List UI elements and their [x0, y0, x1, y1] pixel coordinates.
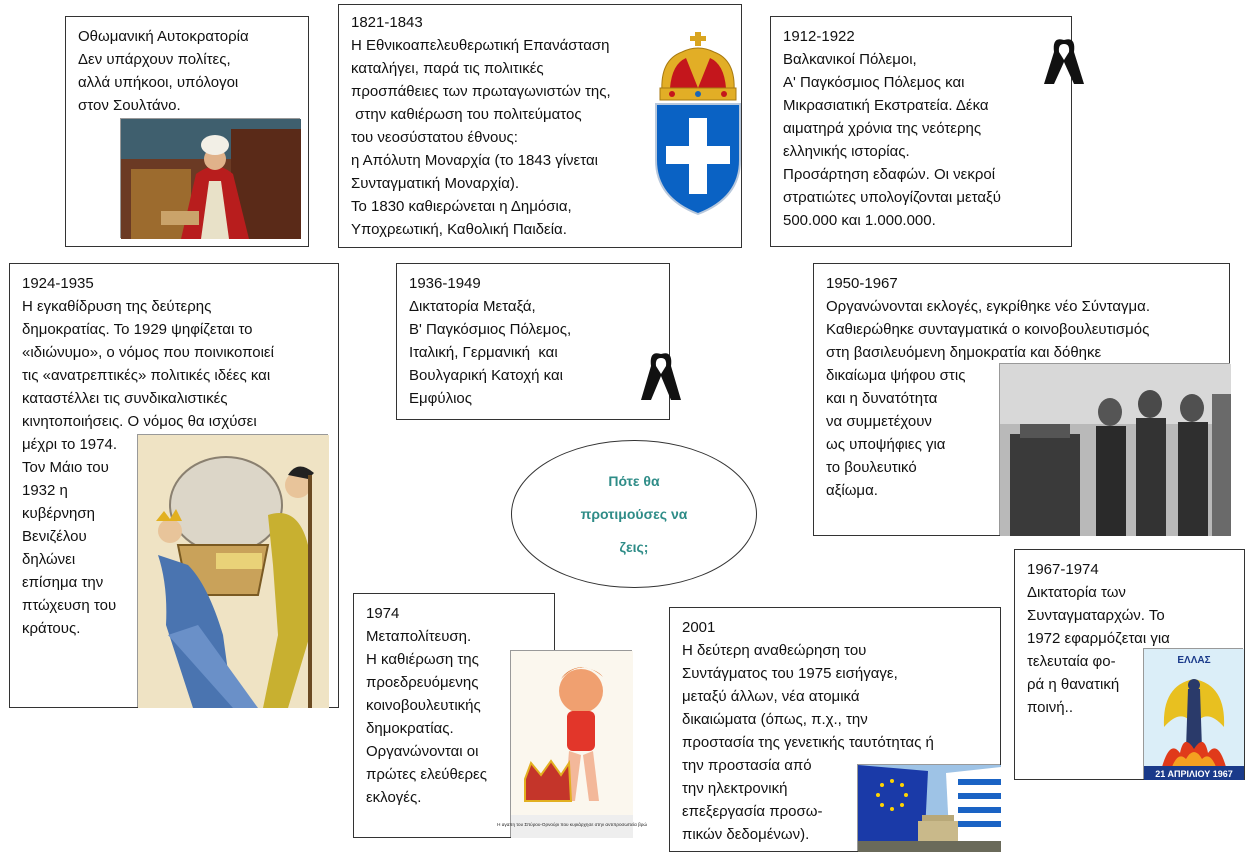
poster-top-text: ΕΛΛΑΣ: [1177, 655, 1211, 666]
event-text-line: δικαίωμα ψήφου στις: [826, 367, 966, 384]
event-text-line: Εμφύλιος: [409, 390, 472, 407]
event-text-line: καταστέλλει τις συνδικαλιστικές: [22, 390, 228, 407]
event-text-line: ελληνικής ιστορίας.: [783, 143, 910, 160]
event-text-line: ποινή..: [1027, 699, 1073, 716]
event-text-line: πτώχευση του: [22, 597, 117, 614]
event-text-line: μέχρι το 1974.: [22, 436, 117, 453]
event-text-line: στην καθιέρωση του πολιτεύματος: [351, 106, 582, 123]
event-text-line: Συνταγματαρχών. Το: [1027, 607, 1165, 624]
royal-coat-of-arms-icon: [652, 30, 744, 218]
black-mourning-ribbon-icon: [639, 348, 683, 402]
event-text-line: αιματηρά χρόνια της νεότερης: [783, 120, 982, 137]
event-text-line: Τον Μάιο του: [22, 459, 109, 476]
event-text-line: τελευταία φο-: [1027, 653, 1116, 670]
event-text-line: «ιδιώνυμο», ο νόμος που ποινικοποιεί: [22, 344, 274, 361]
event-text-line: Το 1830 καθιερώνεται η Δημόσια,: [351, 198, 572, 215]
event-text-line: προσπάθειες των πρωταγωνιστών της,: [351, 83, 611, 100]
event-text-line: Ιταλική, Γερμανική και: [409, 344, 558, 361]
event-text-line: Μεταπολίτευση.: [366, 628, 472, 645]
event-text-line: κυβέρνηση: [22, 505, 95, 522]
event-text-line: Δεν υπάρχουν πολίτες,: [78, 51, 231, 68]
question-line: ζεις;: [619, 538, 649, 555]
event-text-line: την ηλεκτρονική: [682, 780, 788, 797]
event-text-line: Η εγκαθίδρυση της δεύτερης: [22, 298, 212, 315]
junta-phoenix-poster: [1143, 648, 1243, 779]
event-text-line: Συνταγματική Μοναρχία).: [351, 175, 520, 192]
event-text-line: στον Σουλτάνο.: [78, 97, 181, 114]
event-text-line: Βενιζέλου: [22, 528, 87, 545]
event-text-line: η Απόλυτη Μοναρχία (το 1843 γίνεται: [351, 152, 598, 169]
event-text-line: κοινοβουλευτικής: [366, 697, 481, 714]
event-text-line: Δικτατορία των: [1027, 584, 1126, 601]
event-text-line: επεξεργασία προσω-: [682, 803, 823, 820]
central-question-ellipse: [511, 440, 757, 588]
event-text-line: κινητοποιήσεις. Ο νόμος θα ισχύσει: [22, 413, 257, 430]
event-text-line: Η καθιέρωση της: [366, 651, 479, 668]
event-text-line: το βουλευτικό: [826, 459, 917, 476]
event-text-line: αλλά υπήκοοι, υπόλογοι: [78, 74, 239, 91]
question-line: προτιμούσες να: [580, 505, 688, 522]
event-text-line: πικών δεδομένων).: [682, 826, 810, 843]
event-text-line: 1967-1974: [1027, 561, 1099, 578]
event-text-line: δικαιώματα (όπως, π.χ., την: [682, 711, 868, 728]
event-text-line: μεταξύ άλλων, νέα ατομικά: [682, 688, 860, 705]
event-text-line: και η δυνατότητα: [826, 390, 938, 407]
event-text-line: Οθωμανική Αυτοκρατορία: [78, 28, 249, 45]
event-text-line: κράτους.: [22, 620, 81, 637]
event-text-line: επίσημα την: [22, 574, 104, 591]
event-text-line: δημοκρατίας.: [366, 720, 454, 737]
event-text-line: Βαλκανικοί Πόλεμοι,: [783, 51, 917, 68]
event-text-line: Οργανώνονται οι: [366, 743, 479, 760]
event-text-line: 1924-1935: [22, 275, 94, 292]
event-text-line: 2001: [682, 619, 716, 636]
event-text-line: 1936-1949: [409, 275, 481, 292]
event-text-line: 1821-1843: [351, 14, 423, 31]
event-text-line: να συμμετέχουν: [826, 413, 932, 430]
event-text-line: αξίωμα.: [826, 482, 878, 499]
women-voting-photo: [999, 363, 1230, 535]
event-text-line: 1950-1967: [826, 275, 898, 292]
event-text-line: Βουλγαρική Κατοχή και: [409, 367, 563, 384]
event-text-line: Υποχρεωτική, Καθολική Παιδεία.: [351, 221, 567, 238]
event-text-line: προεδρευόμενης: [366, 674, 479, 691]
event-text-line: 1932 η: [22, 482, 68, 499]
event-text-line: Συντάγματος του 1975 εισήγαγε,: [682, 665, 898, 682]
event-text-line: την προστασία από: [682, 757, 812, 774]
question-line: Πότε θα: [608, 472, 660, 489]
eu-greek-flags-photo: [857, 764, 1000, 851]
event-text-line: Καθιερώθηκε συνταγματικά ο κοινοβουλευτισμός: [826, 321, 1150, 338]
event-text-line: του νεοσύστατου έθνους:: [351, 129, 518, 146]
event-text-line: ρά η θανατική: [1027, 676, 1120, 693]
event-text-line: στη βασιλευόμενη δημοκρατία και δόθηκε: [826, 344, 1102, 361]
event-box-1936-1949: [396, 263, 670, 420]
event-text-line: Δικτατορία Μεταξά,: [409, 298, 536, 315]
event-text-line: Μικρασιατική Εκστρατεία. Δέκα: [783, 97, 989, 114]
event-text-line: Η Εθνικοαπελευθερωτική Επανάσταση: [351, 37, 610, 54]
event-text-line: 500.000 και 1.000.000.: [783, 212, 936, 229]
event-text-line: ως υποψήφιες για: [826, 436, 946, 453]
event-text-line: προστασία της γενετικής ταυτότητας ή: [682, 734, 934, 751]
event-text-line: πρώτες ελεύθερες: [366, 766, 487, 783]
event-text-line: 1974: [366, 605, 400, 622]
event-text-line: καταλήγει, παρά τις πολιτικές: [351, 60, 544, 77]
event-text-line: 1912-1922: [783, 28, 855, 45]
child-crown-cartoon-image: [497, 650, 647, 837]
poster-date-text: 21 ΑΠΡΙΛΙΟΥ 1967: [1155, 769, 1233, 779]
event-text-line: Προσάρτηση εδαφών. Οι νεκροί: [783, 166, 996, 183]
event-text-line: στρατιώτες υπολογίζονται μεταξύ: [783, 189, 1001, 206]
sultan-portrait-image: [120, 118, 300, 238]
cartoon-caption-text: Η αγαπη του Σπύρου-Ορνούρι που κυριάρχησε στην αντιπροσωπεία βρώ: [497, 822, 647, 827]
event-text-line: δηλώνει: [22, 551, 76, 568]
event-text-line: Οργανώνονται εκλογές, εγκρίθηκε νέο Σύνταγμα.: [826, 298, 1150, 315]
event-text-line: Β' Παγκόσμιος Πόλεμος,: [409, 321, 572, 338]
event-text-line: Α' Παγκόσμιος Πόλεμος και: [783, 74, 965, 91]
event-text-line: 1972 εφαρμόζεται για: [1027, 630, 1170, 647]
black-mourning-ribbon-icon: [1042, 34, 1086, 86]
event-text-line: εκλογές.: [366, 789, 422, 806]
event-text-line: δημοκρατίας. Το 1929 ψηφίζεται το: [22, 321, 253, 338]
bankruptcy-cartoon-image: [137, 434, 328, 707]
event-text-line: τις «ανατρεπτικές» πολιτικές ιδέες και: [22, 367, 271, 384]
event-text-line: Η δεύτερη αναθεώρηση του: [682, 642, 867, 659]
event-box-1912-1922: [770, 16, 1072, 247]
